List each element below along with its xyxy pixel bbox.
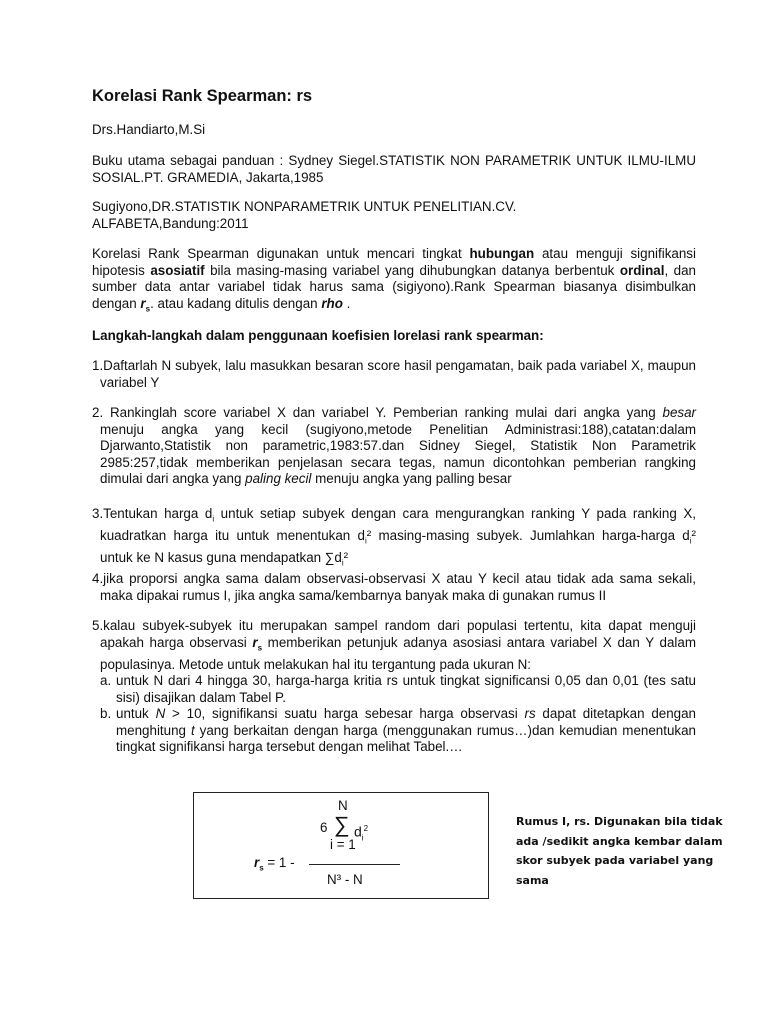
formula-denominator: N³ - N — [327, 872, 363, 887]
formula-lower-limit: i = 1 — [330, 837, 356, 852]
spearman-formula-box — [193, 792, 489, 899]
formula-di-squared: $d_i^2$ — [354, 823, 369, 843]
sigma-icon: ∑ — [334, 812, 350, 837]
step-1: 1.Daftarlah N subyek, lalu masukkan besaran score hasil pengamatan, baik pada variabel X, maupun variabel Y — [92, 358, 696, 390]
keyword-asosiatif: asosiatif — [150, 262, 205, 278]
reference-sugiyono: Sugiyono,DR.STATISTIK NONPARAMETRIK UNTUK PENELITIAN.CV. ALFABETA,Bandung:2011 — [92, 199, 517, 231]
formula-rs-left: $r_s = 1$ - — [254, 855, 295, 873]
step-5-item-b: b. untuk N > 10, signifikansi suatu harga sebesar harga observasi rs dapat ditetapkan dengan menghitung t yang berkaitan dengan harga (menggunakan rumus…)dan kemudian menentukan tingkat signifikansi harga tersebut dengan melihat Tabel.… — [100, 706, 696, 755]
step-5 — [92, 618, 696, 756]
keyword-hubungan: hubungan — [469, 246, 535, 261]
intro-paragraph: Korelasi Rank Spearman digunakan untuk mencari tingkat hubungan atau menguji signifikansi hipotesis asosiatif bila masing-masing variabel yang dihubungkan datanya berbentuk ordinal, dan sumber data antar variabel tidak harus sama (sigiyono).Rank Spearman biasanya disimbulkan dengan $r_s$. atau kadang ditulis dengan rho . — [92, 246, 696, 314]
formula-note: Rumus I, rs. Digunakan bila tidak ada /sedikit angka kembar dalam skor subyek pada variabel yang sama — [516, 815, 723, 887]
step-4: 4.jika proporsi angka sama dalam observasi-observasi X atau Y kecil atau tidak ada sama sekali, maka dipakai rumus I, jika angka sama/kembarnya banyak maka di gunakan rumus II — [92, 571, 696, 603]
symbol-rs: r — [140, 295, 146, 311]
step-3: 3.Tentukan harga $d_i$ untuk setiap subyek dengan cara mengurangkan ranking Y pada ranking X, kuadratkan harga itu untuk menentukan $d_i^2$ masing-masing subyek. Jumlahkan harga-harga $d_i^2$ untuk ke N kasus guna mendapatkan $\sum d_i^2$ — [92, 506, 696, 569]
keyword-ordinal: ordinal — [619, 262, 665, 278]
reference-siegel: Buku utama sebagai panduan : Sydney Siegel.STATISTIK NON PARAMETRIK UNTUK ILMU-ILMU SOSIAL.PT. GRAMEDIA, Jakarta,1985 — [92, 153, 696, 185]
formula-upper-limit: N — [338, 798, 348, 813]
fraction-bar — [309, 864, 400, 865]
document-title: Korelasi Rank Spearman: rs — [92, 87, 313, 105]
step-2: 2. Rankinglah score variabel X dan variabel Y. Pemberian ranking mulai dari angka yang besar menuju angka yang kecil (sugiyono,metode Penelitian Administrasi:188),catatan:dalam Djarwanto,Statistik non parametric,1983:57.dan Sidney Siegel, Statistik Non Parametrik 2985:257,tidak memberikan penjelasan secara tegas, namun dicontohkan pemberian rangking dimulai dari angka yang paling kecil menuju angka yang palling besar — [92, 405, 696, 486]
steps-heading: Langkah-langkah dalam penggunaan koefisien lorelasi rank spearman: — [92, 328, 544, 343]
step-5-item-a: a. untuk N dari 4 hingga 30, harga-harga kritia rs untuk tingkat significansi 0,05 dan 0,01 (tes satu sisi) disajikan dalam Tabel P. — [100, 673, 696, 705]
keyword-rho: rho — [321, 295, 343, 311]
author-line: Drs.Handiarto,M.Si — [92, 122, 206, 137]
formula-six: 6 — [320, 820, 328, 835]
step-5-intro: 5.kalau subyek-subyek itu merupakan sampel random dari populasi tertentu, kita dapat menguji apakah harga observasi $r_s$ memberikan petunjuk adanya asosiasi antara variabel X dan Y dalam populasinya. Metode untuk melakukan hal itu tergantung pada ukuran N: — [92, 618, 696, 672]
